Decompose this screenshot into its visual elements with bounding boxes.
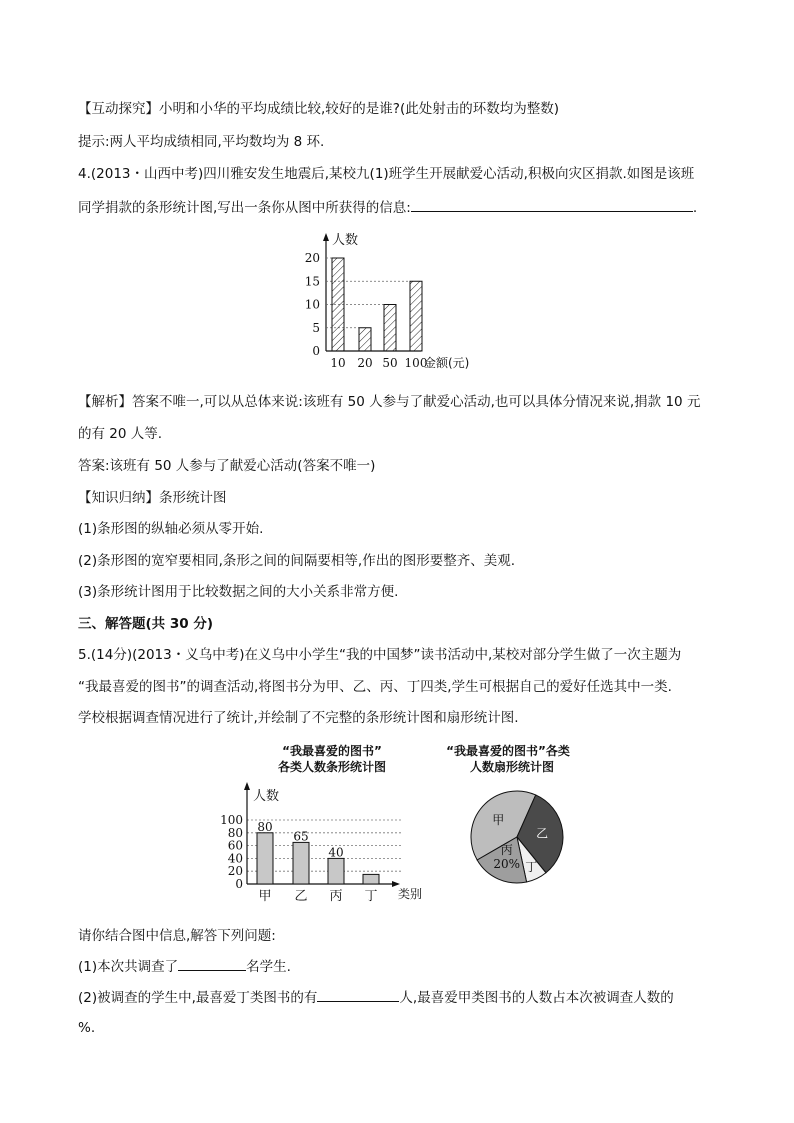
bar xyxy=(257,833,273,884)
x-tick-label: 甲 xyxy=(258,889,272,904)
y-axis-arrow xyxy=(244,782,250,790)
bar xyxy=(332,258,344,351)
chart-title: “我最喜爱的图书”各类 xyxy=(446,744,570,758)
y-tick-label: 40 xyxy=(227,851,243,866)
x-tick-label: 50 xyxy=(382,356,398,370)
x-tick-label: 100 xyxy=(404,356,428,370)
summary-item-2: (2)条形图的宽窄要相同,条形之间的间隔要相等,作出的图形要整齐、美观. xyxy=(78,553,515,569)
question5-line1: 5.(14分)(2013・义乌中考)在义乌中小学生“我的中国梦”读书活动中,某校对部分学生做了一次主题为 xyxy=(78,647,682,663)
y-axis-label: 人数 xyxy=(332,233,359,248)
ask-item-1-text: (1)本次共调查了 xyxy=(78,959,179,975)
chart-subtitle: 各类人数条形统计图 xyxy=(277,760,387,774)
question5-line2: “我最喜爱的图书”的调查活动,将图书分为甲、乙、丙、丁四类,学生可根据自己的爱好任选其中一类. xyxy=(78,679,672,695)
y-tick-label: 5 xyxy=(312,320,320,335)
question4-text: 同学捐款的条形统计图,写出一条你从图中所获得的信息: xyxy=(78,200,411,216)
slice-label: 丁 xyxy=(525,859,538,874)
bar xyxy=(384,305,396,352)
hint-line: 提示:两人平均成绩相同,平均数均为 8 环. xyxy=(78,134,325,150)
y-tick-label: 0 xyxy=(312,344,320,358)
slice-annotation: 20% xyxy=(493,857,521,872)
analysis-line2: 的有 20 人等. xyxy=(78,426,163,442)
answer-blank-2[interactable] xyxy=(317,987,399,1002)
bar xyxy=(328,858,344,884)
answer-blank-1[interactable] xyxy=(178,956,246,971)
y-axis-arrow xyxy=(323,233,329,241)
data-label: 40 xyxy=(328,845,344,860)
x-axis-label: 类别 xyxy=(398,887,423,901)
answer-line: 答案:该班有 50 人参与了献爱心活动(答案不唯一) xyxy=(78,458,376,474)
analysis-line1: 【解析】答案不唯一,可以从总体来说:该班有 50 人参与了献爱心活动,也可以具体分情况来说,捐款 10 元 xyxy=(78,394,701,410)
y-tick-label: 80 xyxy=(227,825,243,840)
book-category-pie-chart xyxy=(420,742,590,882)
y-tick-label: 0 xyxy=(235,877,243,891)
x-tick-label: 20 xyxy=(357,356,373,370)
data-label: 65 xyxy=(293,829,309,844)
y-tick-label: 20 xyxy=(304,251,320,265)
bar xyxy=(363,874,379,884)
bar xyxy=(293,842,309,884)
question4-line1: 4.(2013・山西中考)四川雅安发生地震后,某校九(1)班学生开展献爱心活动,积极向灾区捐款.如图是该班 xyxy=(78,166,695,182)
y-tick-label: 60 xyxy=(227,838,243,853)
donation-bar-chart xyxy=(296,228,516,378)
y-tick-label: 10 xyxy=(304,297,320,312)
ask-item-1 xyxy=(78,956,291,977)
x-axis-label: 金额(元) xyxy=(424,356,470,370)
x-tick-label: 10 xyxy=(330,356,346,370)
question4-line2 xyxy=(78,197,697,218)
ask-item-2-text: (2)被调查的学生中,最喜爱丁类图书的有 xyxy=(78,990,318,1006)
book-category-bar-chart xyxy=(220,742,436,910)
y-tick-label: 20 xyxy=(227,864,243,879)
x-tick-label: 丙 xyxy=(329,889,343,904)
slice-label: 乙 xyxy=(536,826,549,841)
summary-item-1: (1)条形图的纵轴必须从零开始. xyxy=(78,521,264,537)
bar xyxy=(359,328,371,351)
slice-label: 丙 xyxy=(500,843,513,858)
summary-item-3: (3)条形统计图用于比较数据之间的大小关系非常方便. xyxy=(78,584,399,600)
slice-label: 甲 xyxy=(492,813,505,828)
chart-title: “我最喜爱的图书” xyxy=(282,744,382,758)
ask-item-2 xyxy=(78,987,674,1008)
question4-period: . xyxy=(692,200,698,216)
chart-subtitle: 人数扇形统计图 xyxy=(469,760,555,774)
y-tick-label: 100 xyxy=(220,813,243,827)
question5-line3: 学校根据调查情况进行了统计,并绘制了不完整的条形统计图和扇形统计图. xyxy=(78,710,519,726)
summary-title: 【知识归纳】条形统计图 xyxy=(78,490,227,506)
y-axis-label: 人数 xyxy=(253,789,280,804)
ask-item-2-text-b: 人,最喜爱甲类图书的人数占本次被调查人数的 xyxy=(399,990,674,1006)
data-label: 80 xyxy=(257,819,273,834)
ask-line: 请你结合图中信息,解答下列问题: xyxy=(78,928,276,944)
ask-item-1-end: 名学生. xyxy=(246,959,291,975)
ask-item-2-tail: %. xyxy=(78,1020,96,1036)
section-heading: 三、解答题(共 30 分) xyxy=(78,616,214,632)
answer-blank-q4[interactable] xyxy=(411,197,693,212)
y-tick-label: 15 xyxy=(304,274,320,289)
x-tick-label: 乙 xyxy=(294,889,308,904)
explore-line: 【互动探究】小明和小华的平均成绩比较,较好的是谁?(此处射击的环数均为整数) xyxy=(78,101,559,117)
bar xyxy=(410,281,422,351)
x-tick-label: 丁 xyxy=(364,889,378,904)
